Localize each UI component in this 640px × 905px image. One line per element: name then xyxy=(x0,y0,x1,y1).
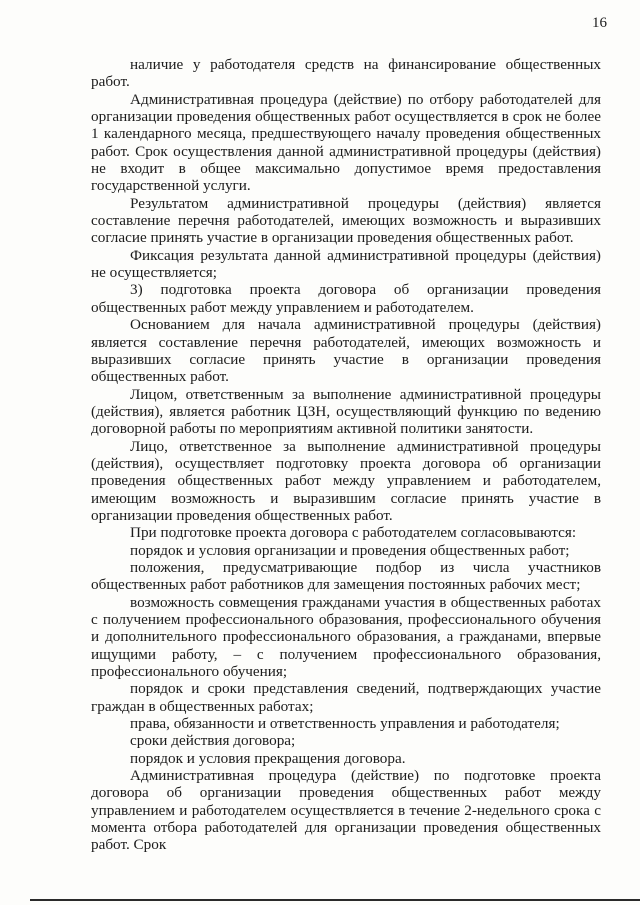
list-item: права, обязанности и ответственность управления и работодателя; xyxy=(130,715,560,733)
list-item: порядок и условия организации и проведения общественных работ; xyxy=(130,541,570,559)
paragraph-contract-deadline: Административная процедура (действие) по подготовке проекта договора об организации проведения общественных работ между управлением и работодателем осуществляется в течение 2-недельного срока с момента отбора работодателей для организации проведения общественных работ. Срок xyxy=(91,767,601,854)
list-item: сроки действия договора; xyxy=(130,732,296,750)
list-item: порядок и сроки представления сведений, подтверждающих участие граждан в общественных работах; xyxy=(91,680,601,715)
paragraph-selection-result: Результатом административной процедуры (действия) является составление перечня работодателей, имеющих возможность и выразивших согласие принять участие в организации проведения общественных работ. xyxy=(91,194,601,247)
list-item: положения, предусматривающие подбор из числа участников общественных работ работников для замещения постоянных рабочих мест; xyxy=(91,558,601,594)
paragraph-funding: наличие у работодателя средств на финансирование общественных работ. xyxy=(91,56,601,91)
paragraph-contract-preparation: Лицо, ответственное за выполнение административной процедуры (действия), осуществляет подготовку проекта договора об организации проведения общественных работ между управлением и работодателем, имеющим возможность и выразившим согласие принять участие в организации проведения общественных работ. xyxy=(91,437,601,524)
list-item: порядок и условия прекращения договора. xyxy=(130,749,406,767)
document-body xyxy=(91,56,601,854)
paragraph-result-fixation: Фиксация результата данной административной процедуры (действия) не осуществляется; xyxy=(91,246,601,282)
paragraph-item-3: 3) подготовка проекта договора об организации проведения общественных работ между управлением и работодателем. xyxy=(91,281,601,316)
paragraph-responsible-person: Лицом, ответственным за выполнение административной процедуры (действия), является работник ЦЗН, осуществляющий функцию по ведению договорной работы по мероприятиям активной политики занятости. xyxy=(91,385,601,438)
paragraph-agreed-items-intro: При подготовке проекта договора с работодателем согласовываются: xyxy=(130,524,577,542)
page-number: 16 xyxy=(592,15,607,31)
list-item: возможность совмещения гражданами участия в общественных работах с получением профессионального образования, профессионального обучения и дополнительного профессионального образования, а гражданами, впервые ищущими работу, – с получением профессионального образования, профессионального обучения; xyxy=(91,593,601,681)
scan-edge-line xyxy=(30,899,640,901)
paragraph-selection-procedure: Административная процедура (действие) по отбору работодателей для организации проведения общественных работ осуществляется в срок не более 1 календарного месяца, предшествующего началу проведения общественных работ. Срок осуществления данной административной процедуры (действия) не входит в общее максимально допустимое время предоставления государственной услуги. xyxy=(91,90,601,195)
paragraph-basis: Основанием для начала административной процедуры (действия) является составление перечня работодателей, имеющих возможность и выразивших согласие принять участие в организации проведения общественных работ. xyxy=(91,316,601,386)
